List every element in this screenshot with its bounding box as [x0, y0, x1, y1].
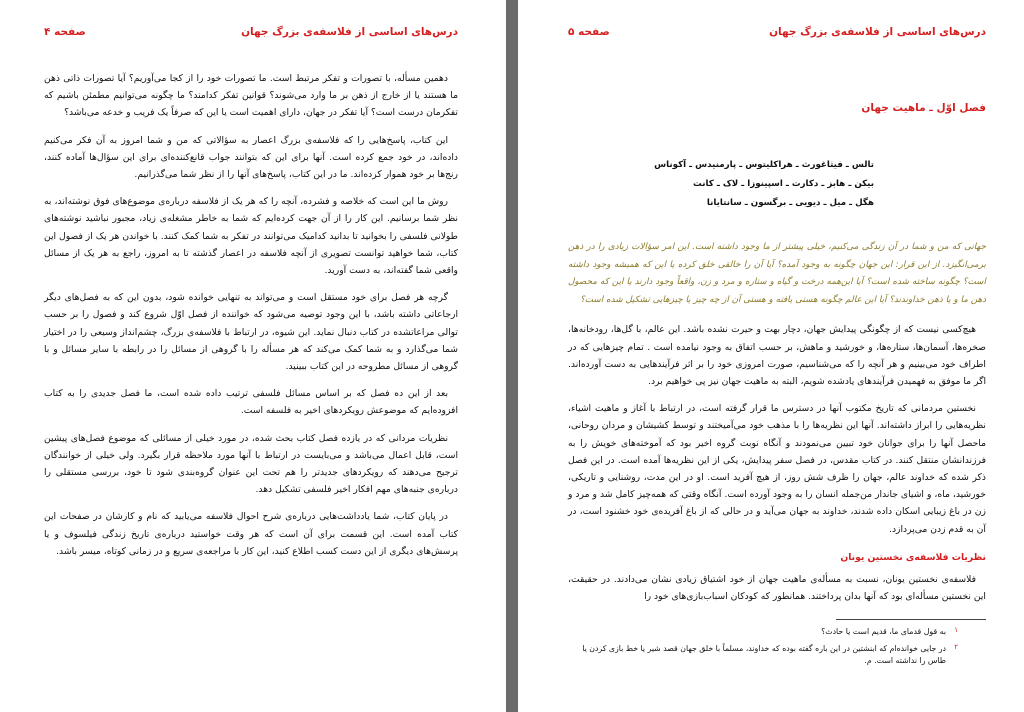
paragraph: این کتاب، پاسخ‌هایی را که فلاسفه‌ی بزرگ اعصار به سؤالاتی که من و شما امروز به آن فکر می‌کنیم داده‌اند، در خود جمع کرده است. آنها برای این که بتوانند جواب قانع‌کننده‌ای برای این سؤال‌ها آماده کنند، رنج‌ها بر خود هموار کرده‌اند. ما در این کتاب، پاسخ‌های آنها را از نظر شما می‌گذرانیم.: [44, 134, 458, 181]
left-page: [0, 0, 506, 712]
footnote: [568, 626, 986, 639]
footnote-mark: ۱: [954, 626, 958, 635]
paragraph: دهمین مسأله، با تصورات و تفکر مرتبط است. ما تصورات خود را از کجا می‌آوریم؟ آیا تصورات ذاتی ذهن ما هستند یا از خارج از ذهن بر ما وارد می‌شوند؟ قوانین تفکر کدامند؟ ما چگونه می‌توانیم مطمئن باشیم که تفکرمان درست است؟ آیا تفکر در جهان، دارای اهمیت است یا این که صرفاً یک فریب و خدعه می‌باشد؟: [44, 73, 458, 119]
section-heading: نظریات فلاسفه‌ی نخستین یونان: [840, 551, 986, 563]
page-number: صفحه ۴: [44, 26, 86, 38]
philosopher-list: [568, 156, 986, 213]
running-header: [44, 24, 458, 40]
philosopher-line: بیکن ـ هابز ـ دکارت ـ اسپینوزا ـ لاک ـ کانت: [693, 179, 874, 189]
footnote-text: در جایی خوانده‌ام که ابنشتین در این باره گفته بوده که خداوند، مسلماً با خلق جهان قصد شیر یا خط بازی کردن یا طاس را نداشته است. م.: [582, 643, 946, 666]
chapter-title: فصل اوّل ـ ماهیت جهان: [861, 102, 986, 114]
header-title: درس‌های اساسی از فلاسفه‌ی بزرگ جهان: [769, 26, 986, 38]
paragraph: نخستین مردمانی که تاریخ مکتوب آنها در دسترس ما قرار گرفته است، در ارتباط با آغاز و ماهیت اشیاء، نظریه‌هایی را ابراز داشته‌اند. آنها این نظریه‌ها را با مذهب خود می‌آمیختند و توسط کشیشان و مردان روحانی، ماحصل آنها را برای جوانان خود تبیین می‌نمودند و آنگاه نوبت گروه اخیر بود که آموخته‌های خویش را به فرزندانشان منتقل کنند. در کتاب مقدس، در فصل سفر پیدایش، یکی از این نظریه‌ها آمده است. در این فصل ذکر شده که خداوند عالم، جهان را ظرف شش روز، از هیچ آفرید است. او در این مدت، روشنایی و تاریکی، خورشید، ماه، و اشیای جاندار من‌جمله انسان را به وجود آورده است. آنگاه وقتی که همه‌چیز کامل شد و مرد و زن در باغ زیبایی اسکان داده شدند، خداوند به جهان می‌آید و در حالی که از باغ آفریده‌ی خود خشنود است، در آن به قدم زدن می‌پردازد.: [568, 403, 986, 535]
running-header: [568, 24, 986, 40]
footnote-text: به قول قدمای ما، قدیم است یا حادث؟: [821, 627, 946, 637]
footnote: [568, 643, 986, 668]
right-page: [518, 0, 1024, 712]
philosopher-line: تالس ـ فیثاغورث ـ هراکلیتوس ـ پارمنیدس ـ آکوناس: [654, 160, 874, 170]
paragraph: روش ما این است که خلاصه و فشرده، آنچه را که هر یک از فلاسفه درباره‌ی موضوع‌های فوق نوشته‌اند، به نظر شما برسانیم. این کار را از آن جهت کرده‌ایم که شما به خاطر مشغله‌ی زیاد، مجبور نباشید نوشته‌های طولانی فلسفی را بخوانید تا بدانید کدامیک می‌توانند در تفکر به شما کمک کنند. با خواندن هر یک از فصول این کتاب، شما خواهید توانست تصویری از آنچه فلاسفه در اعصار گذشته تا به امروز، راجع به هر یک از مسائل واقعی شما گفته‌اند، به دست آورید.: [44, 196, 458, 277]
footnote-divider: [836, 619, 986, 620]
paragraph: نظریات مردانی که در یازده فصل کتاب بحث شده، در مورد خیلی از مسائلی که موضوع فصل‌های پیشین است، قابل اعمال می‌باشد و می‌بایست در ارتباط با آنها مورد ملاحظه قرار بگیرد. ولی خیلی از خوانندگان ترجیح می‌دهند که رویکردهای جدیدتر را هم تحت این عنوان گروه‌بندی شود تا خود، بررسی مستقلی را درباره‌ی جنبه‌های مهم افکار اخیر فلسفی تشکیل دهد.: [44, 432, 458, 496]
paragraph: بعد از این ده فصل که بر اساس مسائل فلسفی ترتیب داده شده است، ما فصل جدیدی را به کتاب افزوده‌ایم که موضوعش رویکردهای اخیر به فلسفه است.: [44, 388, 458, 417]
philosopher-line: هگل ـ میل ـ دیویی ـ برگسون ـ سانتایانا: [706, 198, 874, 208]
paragraph: در پایان کتاب، شما یادداشت‌هایی درباره‌ی شرح احوال فلاسفه می‌یابید که نام و کارشان در صفحات این کتاب آمده است. این قسمت برای آن است که هر وقت خواستید درباره‌ی تاریخ زندگی فیلسوف و یا پرسش‌های دیگری از این دست کسب اطلاع کنید، این کار با مراجعه‌ی سریع و در زمانی کوتاه، میسر باشد.: [44, 511, 458, 557]
header-title: درس‌های اساسی از فلاسفه‌ی بزرگ جهان: [241, 26, 458, 38]
page-gutter: [506, 0, 518, 712]
page-number: صفحه ۵: [568, 26, 610, 38]
paragraph: فلاسفه‌ی نخستین یونان، نسبت به مسأله‌ی ماهیت جهان از خود اشتیاق زیادی نشان می‌دادند. در حقیقت، این نخستین مسأله‌ای بود که آنها بدان پرداختند. همانطور که کودکان اسباب‌بازی‌های خود را: [568, 573, 986, 603]
paragraph: هیچ‌کسی نیست که از چگونگی پیدایش جهان، دچار بهت و حیرت نشده باشد. این عالم، با گل‌ها، رودخانه‌ها، صخره‌ها، آسمان‌ها، ستاره‌ها، و خورشید و ماهش، بر حسب اتفاق به وجود نیامده است . تمام چیزهایی که در اطراف خود می‌بینیم و هر آنچه را که می‌شناسیم، صورت امروزی خود را بر اثر فرآیندهایی به دست آورده‌اند. اگر ما موفق به فهمیدن فرآیندهای یادشده شویم، البته به ماهیت جهان نیز پی خواهیم برد.: [568, 324, 986, 387]
footnote-mark: ۲: [954, 642, 958, 651]
intro-quote: جهانی که من و شما در آن زندگی می‌کنیم، خیلی پیشتر از ما وجود داشته است. این امر سؤالات زیادی را در ذهن برمی‌انگیزد. از این قرار: این جهان چگونه به وجود آمده؟ آیا آن را خالقی خلق کرده یا این که همیشه وجود داشته است؟ چگونه ساخته شده است؟ آیا این‌همه درخت و گیاه و ستاره و مرد و زن، واقعاً وجود دارند یا این که محصول ذهن ما و یا ذهن خداوندند؟ آیا این عالم چگونه هستی یافته و هستی آن از چه چیز یا چیزهایی تشکیل شده است؟: [568, 242, 986, 305]
paragraph: گرچه هر فصل برای خود مستقل است و می‌تواند به تنهایی خوانده شود، بدون این که به فصل‌های دیگر ارجاعاتی داشته باشد، با این وجود توصیه می‌شود که خواننده از فصل اوّل شروع کند و فصول را بر حسب توالی مراعاتشده در کتاب دنبال نماید. این شیوه، در ارتباط با فلاسفه‌ی بزرگ، چشم‌انداز وسیعی را در اختیار شما می‌گذارد و به شما کمک می‌کند که هر مسأله را با گروهی از مسائل را در رابطه با سایر مسائل و با گروهی از مسائل مطروحه در این کتاب ببینید.: [44, 292, 458, 373]
